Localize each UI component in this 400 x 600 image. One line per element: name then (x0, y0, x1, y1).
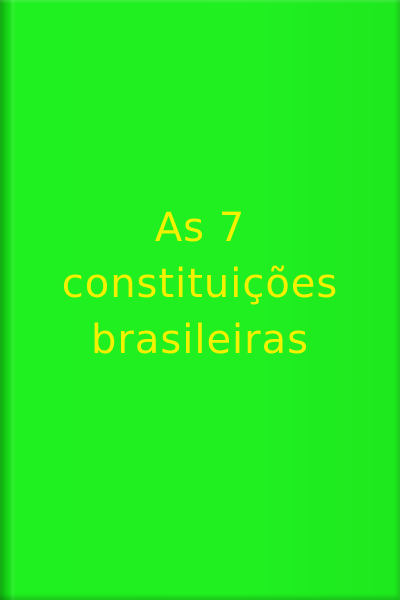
title-line-1: As 7 (154, 205, 246, 251)
title-line-3: brasileiras (91, 317, 309, 363)
title-line-2: constituições (61, 261, 339, 307)
book-title (30, 200, 370, 368)
